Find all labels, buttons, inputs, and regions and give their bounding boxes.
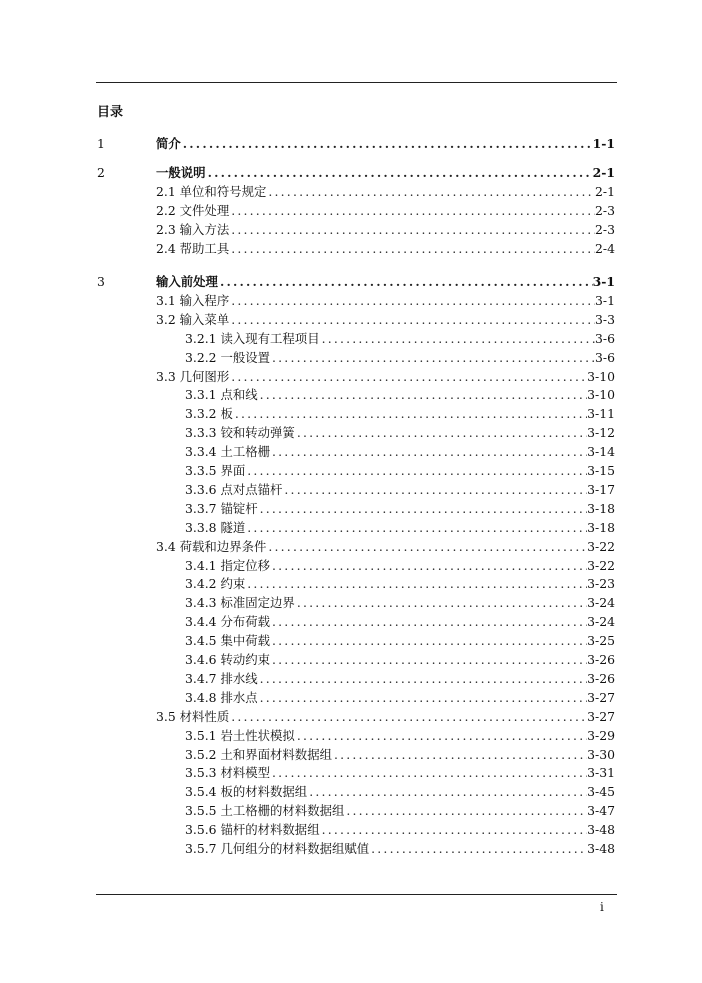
toc-heading: 目录 (97, 105, 124, 120)
chapter-number: 1 (97, 136, 105, 151)
entry-title: 3.5.1 岩土性状模拟 (185, 727, 295, 743)
dot-leader (295, 593, 587, 612)
dot-leader (295, 726, 587, 745)
toc-entry-row[interactable] (185, 518, 615, 537)
toc-entry-row[interactable] (185, 385, 615, 404)
footer-page-number: i (600, 900, 604, 914)
chapter-number: 3 (97, 274, 105, 289)
toc-entry-row[interactable] (185, 820, 615, 839)
entry-page: 3-22 (587, 538, 615, 554)
dot-leader (229, 201, 595, 220)
entry-title: 3.5.3 材料模型 (185, 765, 271, 781)
toc-entry-row[interactable] (185, 782, 615, 801)
dot-leader (258, 688, 588, 707)
dot-leader (258, 385, 588, 404)
entry-page: 2-1 (592, 165, 615, 180)
dot-leader (206, 163, 593, 182)
toc-entry-row[interactable] (185, 631, 615, 650)
entry-title: 3.3 几何图形 (156, 368, 230, 384)
entry-page: 2-3 (595, 221, 615, 237)
dot-leader (270, 650, 587, 669)
dot-leader (270, 612, 587, 631)
toc-entry-row[interactable] (185, 461, 615, 480)
entry-page: 3-10 (587, 368, 615, 384)
entry-title: 3.2.2 一般设置 (185, 349, 271, 365)
dot-leader (258, 669, 588, 688)
dot-leader (229, 220, 595, 239)
entry-page: 3-29 (587, 727, 615, 743)
dot-leader (270, 556, 587, 575)
dot-leader (258, 499, 588, 518)
entry-page: 3-12 (587, 425, 615, 441)
toc-entry-row[interactable] (156, 182, 615, 201)
dot-leader (229, 291, 595, 310)
toc-chapter-row[interactable] (97, 272, 615, 291)
entry-page: 3-48 (587, 841, 615, 856)
toc-entry-row[interactable] (156, 291, 615, 310)
entry-title: 2.2 文件处理 (156, 202, 230, 218)
dot-leader (229, 367, 587, 386)
toc-entry-row[interactable] (185, 669, 615, 688)
entry-page: 3-27 (587, 708, 615, 724)
entry-title: 2.4 帮助工具 (156, 240, 230, 256)
entry-page: 2-4 (595, 240, 615, 256)
entry-title: 3.3.8 隧道 (185, 519, 246, 535)
dot-leader (266, 537, 587, 556)
entry-title: 3.5 材料性质 (156, 708, 230, 724)
entry-page: 3-10 (587, 387, 615, 403)
chapter-number: 2 (97, 165, 105, 180)
entry-title: 3.4 荷载和边界条件 (156, 538, 267, 554)
dot-leader (369, 839, 587, 858)
dot-leader (266, 182, 595, 201)
entry-page: 3-14 (587, 444, 615, 460)
dot-leader (307, 782, 587, 801)
entry-page: 3-15 (587, 463, 615, 478)
toc-entry-row[interactable] (185, 556, 615, 575)
entry-title: 3.5.2 土和界面材料数据组 (185, 746, 332, 762)
entry-page: 3-11 (587, 406, 615, 422)
toc-entry-row[interactable] (185, 329, 615, 348)
toc-chapter-row[interactable] (97, 134, 615, 153)
dot-leader (229, 707, 587, 726)
dot-leader (270, 763, 587, 782)
toc-entry-row[interactable] (156, 310, 615, 329)
toc-entry-row[interactable] (185, 423, 615, 442)
dot-leader (245, 518, 587, 537)
entry-page: 3-22 (587, 557, 615, 573)
entry-title: 3.4.7 排水线 (185, 670, 258, 686)
entry-page: 2-1 (595, 183, 615, 199)
entry-page: 3-25 (587, 633, 615, 649)
toc-entry-row[interactable] (185, 593, 615, 612)
toc-entry-row[interactable] (185, 499, 615, 518)
entry-page: 3-6 (595, 330, 615, 346)
footer-rule (96, 894, 617, 895)
dot-leader (229, 239, 595, 258)
toc-entry-row[interactable] (185, 763, 615, 782)
entry-title: 3.3.7 锚锭杆 (185, 500, 258, 516)
dot-leader (218, 272, 593, 291)
entry-title: 3.4.5 集中荷载 (185, 633, 271, 649)
entry-page: 3-18 (587, 519, 615, 535)
toc-entry-row[interactable] (185, 688, 615, 707)
entry-title: 3.5.5 土工格栅的材料数据组 (185, 803, 345, 819)
entry-title: 3.2 输入菜单 (156, 311, 230, 327)
entry-page: 3-3 (595, 311, 615, 327)
dot-leader (270, 442, 587, 461)
entry-title: 3.3.5 界面 (185, 463, 246, 478)
entry-title: 3.5.6 锚杆的材料数据组 (185, 822, 320, 838)
entry-title: 3.4.2 约束 (185, 576, 246, 592)
entry-title: 3.3.2 板 (185, 406, 233, 422)
entry-page: 3-26 (587, 670, 615, 686)
toc-chapter-row[interactable] (97, 163, 615, 182)
toc-entry-row[interactable] (185, 745, 615, 764)
dot-leader (270, 631, 587, 650)
entry-title: 3.3.1 点和线 (185, 387, 258, 403)
entry-title: 3.4.6 转动约束 (185, 652, 271, 667)
toc-entry-row[interactable] (185, 612, 615, 631)
entry-page: 3-6 (595, 349, 615, 365)
toc-entry-row[interactable] (185, 839, 615, 858)
entry-page: 2-3 (595, 202, 615, 218)
entry-title: 3.5.7 几何组分的材料数据组赋值 (185, 841, 370, 856)
entry-page: 3-30 (587, 746, 615, 762)
dot-leader (229, 310, 595, 329)
entry-title: 3.5.4 板的材料数据组 (185, 784, 308, 800)
dot-leader (270, 348, 595, 367)
toc-entry-row[interactable] (185, 726, 615, 745)
entry-page: 3-26 (587, 652, 615, 667)
entry-title: 3.4.1 指定位移 (185, 557, 271, 573)
entry-page: 3-27 (587, 689, 615, 705)
entry-page: 3-24 (587, 595, 615, 611)
entry-page: 3-1 (592, 274, 615, 289)
dot-leader (295, 423, 587, 442)
dot-leader (245, 461, 587, 480)
entry-page: 1-1 (592, 136, 615, 151)
entry-title: 3.2.1 读入现有工程项目 (185, 330, 320, 346)
toc-entry-row[interactable] (185, 801, 615, 820)
dot-leader (320, 820, 588, 839)
entry-title: 2.1 单位和符号规定 (156, 183, 267, 199)
toc-entry-row[interactable] (156, 707, 615, 726)
entry-title: 2.3 输入方法 (156, 221, 230, 237)
toc-entry-row[interactable] (185, 404, 615, 423)
entry-title: 3.4.8 排水点 (185, 689, 258, 705)
dot-leader (320, 329, 595, 348)
toc-entry-row[interactable] (185, 348, 615, 367)
toc-entry-row[interactable] (156, 537, 615, 556)
dot-leader (332, 745, 587, 764)
entry-page: 3-1 (595, 292, 615, 308)
entry-page: 3-17 (587, 481, 615, 497)
entry-title: 3.4.3 标准固定边界 (185, 595, 295, 611)
toc-entry-row[interactable] (156, 367, 615, 386)
entry-title: 一般说明 (156, 165, 206, 180)
entry-title: 3.4.4 分布荷载 (185, 614, 271, 630)
entry-title: 3.3.4 土工格栅 (185, 444, 271, 460)
dot-leader (233, 404, 587, 423)
toc-entry-row[interactable] (185, 480, 615, 499)
dot-leader (181, 134, 593, 153)
entry-page: 3-18 (587, 500, 615, 516)
entry-page: 3-47 (587, 803, 615, 819)
entry-page: 3-24 (587, 614, 615, 630)
toc-entry-row[interactable] (156, 220, 615, 239)
toc-entry-row[interactable] (156, 201, 615, 220)
dot-leader (344, 801, 587, 820)
entry-title: 3.3.6 点对点锚杆 (185, 481, 283, 497)
toc-entry-row[interactable] (185, 650, 615, 669)
dot-leader (282, 480, 587, 499)
entry-title: 简介 (156, 136, 181, 151)
dot-leader (245, 574, 587, 593)
entry-title: 3.1 输入程序 (156, 292, 230, 308)
entry-page: 3-31 (587, 765, 615, 781)
entry-page: 3-48 (587, 822, 615, 838)
toc-entry-row[interactable] (185, 442, 615, 461)
entry-page: 3-23 (587, 576, 615, 592)
entry-title: 3.3.3 铰和转动弹簧 (185, 425, 295, 441)
entry-page: 3-45 (587, 784, 615, 800)
toc-entry-row[interactable] (156, 239, 615, 258)
toc-entry-row[interactable] (185, 574, 615, 593)
entry-title: 输入前处理 (156, 274, 218, 289)
